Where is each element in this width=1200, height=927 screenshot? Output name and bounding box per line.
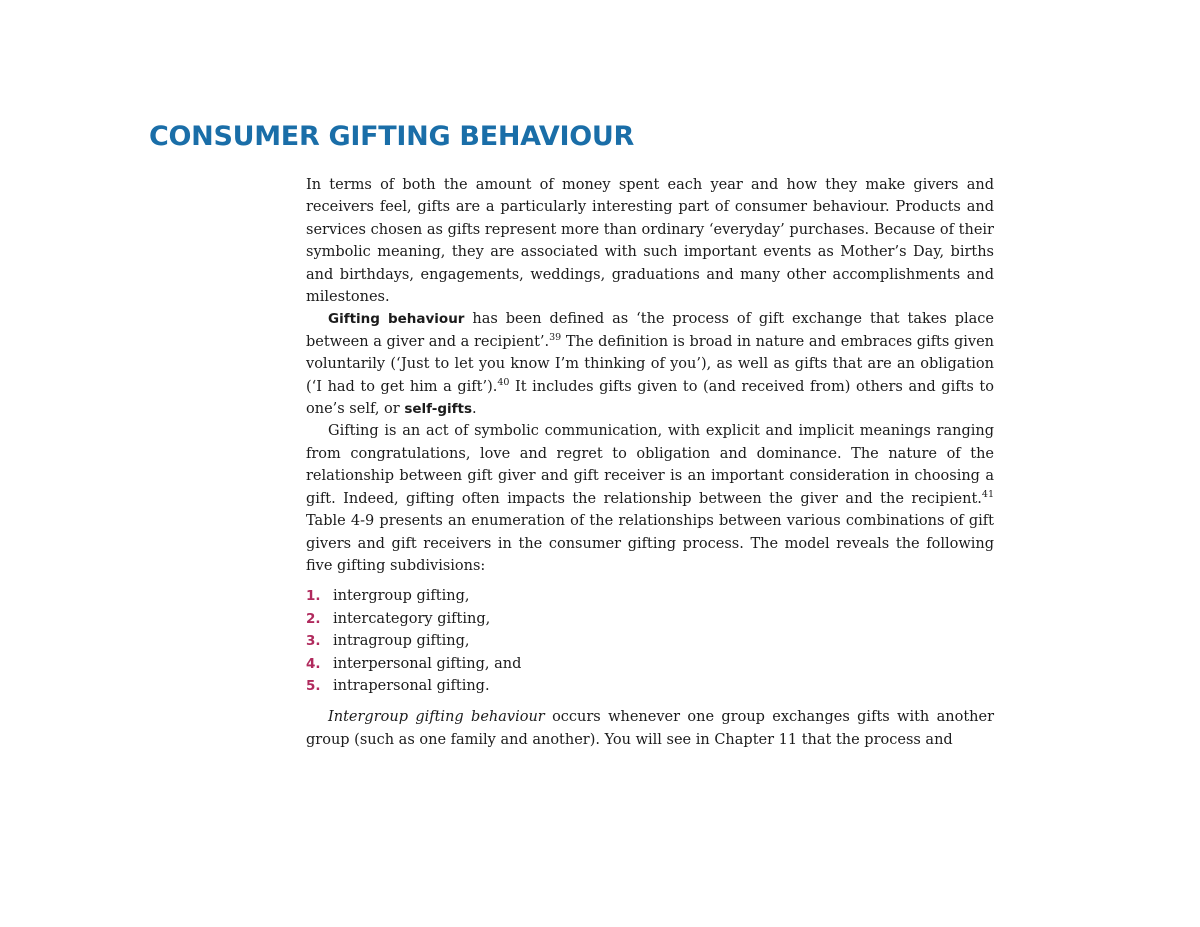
key-term-self-gifts: self-gifts bbox=[404, 401, 473, 418]
list-item-text: intrapersonal gifting. bbox=[333, 677, 490, 694]
list-item-text: intragroup gifting, bbox=[333, 633, 470, 650]
gifting-subdivisions-list bbox=[306, 585, 994, 697]
list-item bbox=[306, 675, 994, 697]
list-item-text: intercategory gifting, bbox=[333, 610, 491, 627]
paragraph-communication bbox=[306, 420, 994, 577]
body-text bbox=[306, 174, 994, 751]
footnote-ref[interactable]: 39 bbox=[549, 331, 562, 343]
paragraph-text: . bbox=[472, 401, 477, 418]
paragraph-text: has been defined as ‘the process of gift exchange that takes place between a giver and a recipient’. bbox=[306, 311, 994, 350]
list-item-text: interpersonal gifting, and bbox=[333, 655, 522, 672]
list-item bbox=[306, 630, 994, 652]
paragraph-text: The definition is broad in nature and embraces gifts given voluntarily (‘Just to let you know I’m thinking of you’), as well as gifts that are an obligation (‘I had to get him a gift’). bbox=[306, 333, 994, 395]
list-item bbox=[306, 608, 994, 630]
paragraph-intro: In terms of both the amount of money spent each year and how they make givers and receivers feel, gifts are a particularly interesting part of consumer behaviour. Products and services chosen as gifts represent more than ordinary ‘everyday’ purchases. Because of their symbolic meaning, they are associated with such important events as Mother’s Day, births and birthdays, engagements, weddings, graduations and many other accomplishments and milestones. bbox=[306, 177, 994, 306]
list-number: 5. bbox=[306, 677, 321, 694]
paragraph-definition bbox=[306, 308, 994, 420]
paragraph-text: It includes gifts given to (and received from) others and gifts to one’s self, or bbox=[306, 378, 994, 418]
list-number: 4. bbox=[306, 655, 321, 672]
list-item-text: intergroup gifting, bbox=[333, 588, 470, 605]
key-term-intergroup: Intergroup gifting behaviour bbox=[328, 709, 545, 726]
list-number: 3. bbox=[306, 633, 321, 650]
footnote-ref[interactable]: 41 bbox=[981, 488, 994, 500]
key-term-gifting-behaviour: Gifting behaviour bbox=[328, 311, 465, 328]
paragraph-text: occurs whenever one group exchanges gifts with another group (such as one family and another). You will see in Chapter 11 that the process and bbox=[306, 709, 995, 748]
paragraph-text: Gifting is an act of symbolic communication, with explicit and implicit meanings ranging from congratulations, love and regret to obligation and dominance. The nature of the relationship between gift giver and gift receiver is an important consideration in choosing a gift. Indeed, gifting often impacts the relationship between the giver and the recipient. bbox=[306, 423, 994, 507]
list-number: 1. bbox=[306, 588, 321, 605]
list-item bbox=[306, 653, 994, 675]
footnote-ref[interactable]: 40 bbox=[497, 376, 510, 388]
paragraph-intergroup bbox=[306, 706, 994, 751]
list-item bbox=[306, 585, 994, 607]
list-number: 2. bbox=[306, 610, 321, 627]
paragraph-text: Table 4-9 presents an enumeration of the relationships between various combinations of gift givers and gift receivers in the consumer gifting process. The model reveals the following five gifting subdivisions: bbox=[306, 513, 994, 574]
section-heading: CONSUMER GIFTING BEHAVIOUR bbox=[149, 121, 635, 152]
